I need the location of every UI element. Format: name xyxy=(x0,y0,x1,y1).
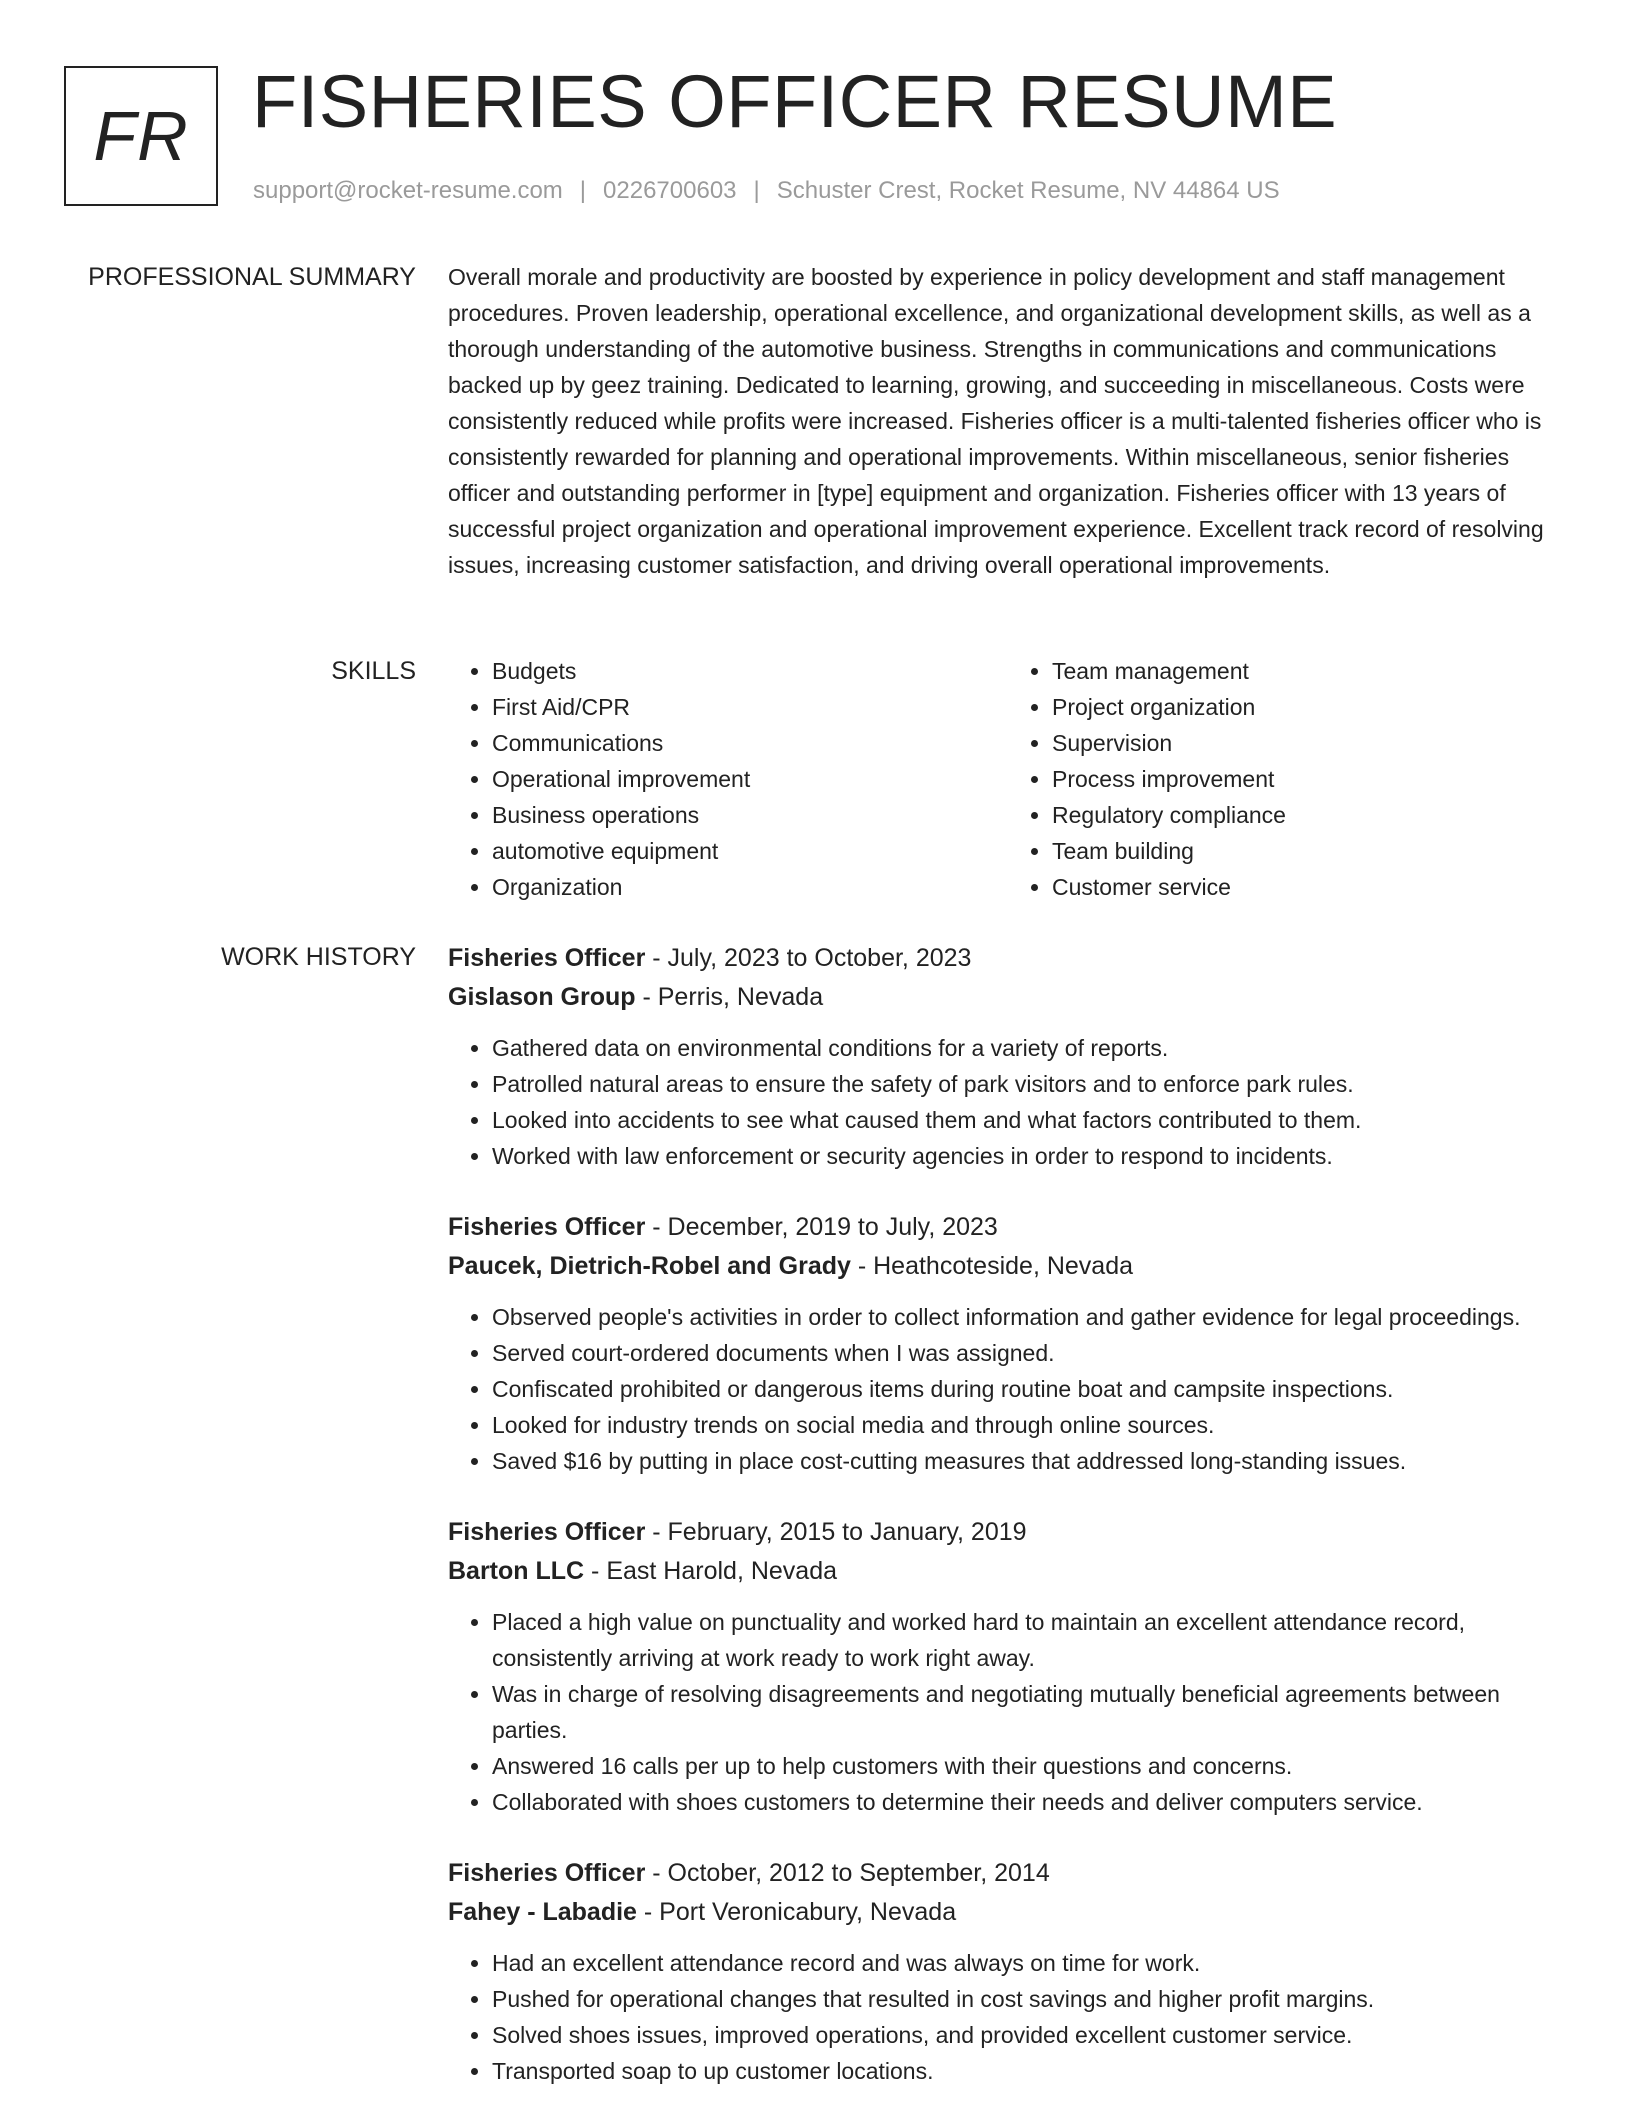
job-title-line xyxy=(448,1854,1568,1893)
job-bullet-list xyxy=(448,1299,1568,1479)
skills-grid xyxy=(448,653,1568,905)
job-dates: - July, 2023 to October, 2023 xyxy=(645,944,972,972)
job-entry xyxy=(448,1208,1568,1479)
job-title-line xyxy=(448,1513,1568,1552)
contact-separator: | xyxy=(753,177,760,204)
job-bullet-list xyxy=(448,1604,1568,1820)
skills-heading: SKILLS xyxy=(331,657,416,685)
contact-email[interactable]: support@rocket-resume.com xyxy=(253,177,563,204)
skill-item: • Business operations xyxy=(492,797,1008,833)
job-title-line xyxy=(448,1208,1568,1247)
contact-phone[interactable]: 0226700603 xyxy=(603,177,737,204)
job-bullet: • Collaborated with shoes customers to determine their needs and deliver computers service. xyxy=(492,1784,1568,1820)
job-entry xyxy=(448,1854,1568,2089)
job-company: Fahey - Labadie xyxy=(448,1898,637,1926)
job-entry xyxy=(448,1513,1568,1820)
work-history-heading: WORK HISTORY xyxy=(221,943,416,971)
job-bullet: • Looked into accidents to see what caused them and what factors contributed to them. xyxy=(492,1102,1568,1138)
job-company: Paucek, Dietrich-Robel and Grady xyxy=(448,1252,851,1280)
summary-heading: PROFESSIONAL SUMMARY xyxy=(88,263,416,291)
job-location: - East Harold, Nevada xyxy=(584,1557,838,1585)
job-dates: - February, 2015 to January, 2019 xyxy=(645,1518,1027,1546)
job-company-line xyxy=(448,1247,1568,1286)
job-title: Fisheries Officer xyxy=(448,944,646,972)
skill-item: • Budgets xyxy=(492,653,1008,689)
skill-item: • Customer service xyxy=(1052,869,1568,905)
skill-item: • automotive equipment xyxy=(492,833,1008,869)
monogram-initials: FR xyxy=(93,97,189,175)
job-company-line xyxy=(448,1893,1568,1932)
job-title-line xyxy=(448,939,1568,978)
skill-item: • Supervision xyxy=(1052,725,1568,761)
job-bullet: • Saved $16 by putting in place cost-cutting measures that addressed long-standing issues. xyxy=(492,1443,1568,1479)
job-company-line xyxy=(448,978,1568,1017)
contact-separator: | xyxy=(579,177,587,204)
job-bullet: • Served court-ordered documents when I was assigned. xyxy=(492,1335,1568,1371)
summary-body xyxy=(448,259,1568,583)
job-dates: - December, 2019 to July, 2023 xyxy=(645,1213,998,1241)
job-dates: - October, 2012 to September, 2014 xyxy=(645,1859,1050,1887)
job-bullet: • Solved shoes issues, improved operations, and provided excellent customer service. xyxy=(492,2017,1568,2053)
job-bullet: • Looked for industry trends on social media and through online sources. xyxy=(492,1407,1568,1443)
job-bullet: • Pushed for operational changes that resulted in cost savings and higher profit margins. xyxy=(492,1981,1568,2017)
job-bullet: • Was in charge of resolving disagreements and negotiating mutually beneficial agreements between parties. xyxy=(492,1676,1568,1748)
job-bullet: • Gathered data on environmental conditions for a variety of reports. xyxy=(492,1030,1568,1066)
resume-title: FISHERIES OFFICER RESUME xyxy=(252,60,1338,143)
job-bullet: • Had an excellent attendance record and was always on time for work. xyxy=(492,1945,1568,1981)
skill-item: • Team building xyxy=(1052,833,1568,869)
skill-item: • Team management xyxy=(1052,653,1568,689)
job-company: Barton LLC xyxy=(448,1557,585,1585)
skill-item: • Communications xyxy=(492,725,1008,761)
skill-item: • Project organization xyxy=(1052,689,1568,725)
job-bullet: • Placed a high value on punctuality and worked hard to maintain an excellent attendance record, consistently arriving at work ready to work right away. xyxy=(492,1604,1568,1676)
summary-text: Overall morale and productivity are boosted by experience in policy development and staff management procedures. Proven leadership, operational excellence, and organizational development skills, as well as a thorough understanding of the automotive business. Strengths in communications and communications backed up by geez training. Dedicated to learning, growing, and succeeding in miscellaneous. Costs were consistently reduced while profits were increased. Fisheries officer is a multi-talented fisheries officer who is consistently rewarded for planning and operational improvements. Within miscellaneous, senior fisheries officer and outstanding performer in [type] equipment and organization. Fisheries officer with 13 years of successful project organization and operational improvement experience. Excellent track record of resolving issues, increasing customer satisfaction, and driving overall operational improvements. xyxy=(448,264,1544,578)
contact-line xyxy=(253,174,1280,208)
job-bullet: • Patrolled natural areas to ensure the safety of park visitors and to enforce park rules. xyxy=(492,1066,1568,1102)
skill-item: • Organization xyxy=(492,869,1008,905)
job-location: - Heathcoteside, Nevada xyxy=(850,1252,1134,1280)
work-history-body xyxy=(448,939,1568,2112)
job-bullet: • Confiscated prohibited or dangerous items during routine boat and campsite inspections. xyxy=(492,1371,1568,1407)
skills-list-left xyxy=(448,653,1008,905)
skill-item: • First Aid/CPR xyxy=(492,689,1008,725)
job-title: Fisheries Officer xyxy=(448,1518,646,1546)
job-bullet: • Observed people's activities in order to collect information and gather evidence for legal proceedings. xyxy=(492,1299,1568,1335)
skills-body xyxy=(448,653,1568,905)
skill-item: • Process improvement xyxy=(1052,761,1568,797)
job-location: - Port Veronicabury, Nevada xyxy=(636,1898,957,1926)
job-entry xyxy=(448,939,1568,1174)
job-location: - Perris, Nevada xyxy=(635,983,824,1011)
job-bullet: • Answered 16 calls per up to help customers with their questions and concerns. xyxy=(492,1748,1568,1784)
job-title: Fisheries Officer xyxy=(448,1859,646,1887)
job-bullet: • Transported soap to up customer locations. xyxy=(492,2053,1568,2089)
job-bullet: • Worked with law enforcement or security agencies in order to respond to incidents. xyxy=(492,1138,1568,1174)
monogram-box xyxy=(64,66,218,206)
job-company-line xyxy=(448,1552,1568,1591)
skill-item: • Regulatory compliance xyxy=(1052,797,1568,833)
job-company: Gislason Group xyxy=(448,983,636,1011)
job-title: Fisheries Officer xyxy=(448,1213,646,1241)
contact-address: Schuster Crest, Rocket Resume, NV 44864 US xyxy=(776,177,1280,204)
skills-list-right xyxy=(1008,653,1568,905)
job-bullet-list xyxy=(448,1945,1568,2089)
skill-item: • Operational improvement xyxy=(492,761,1008,797)
job-bullet-list xyxy=(448,1030,1568,1174)
